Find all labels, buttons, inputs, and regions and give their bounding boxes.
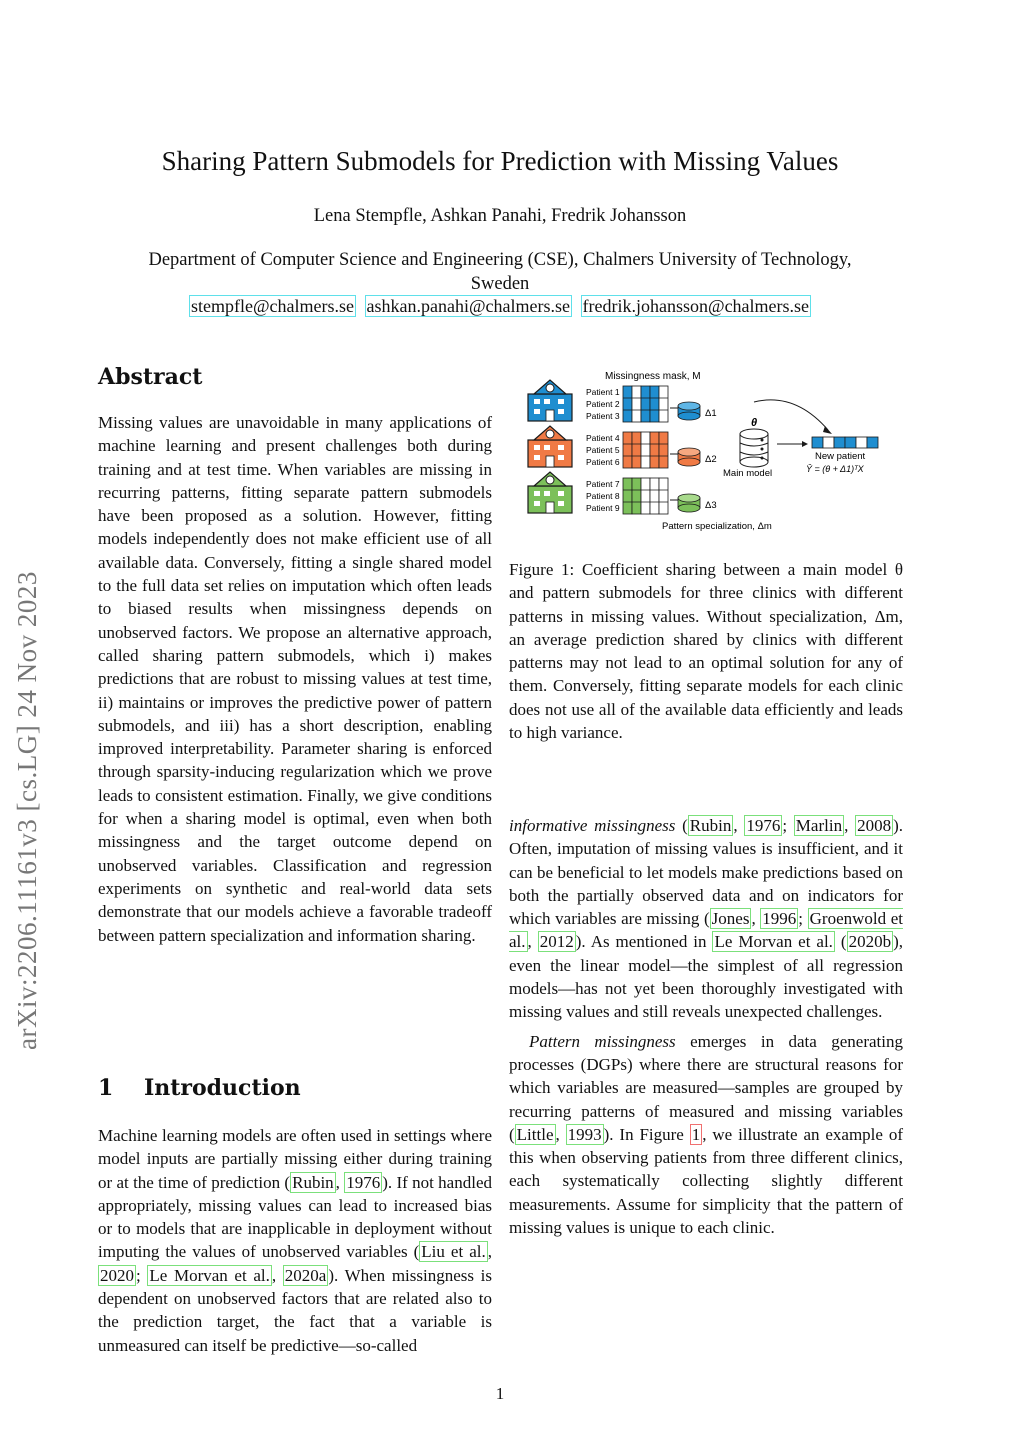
citation-link[interactable]: 2020b bbox=[848, 932, 892, 952]
patient-label: Patient 2 bbox=[586, 399, 620, 409]
text-run: ). Often, imputation of missing values is insufficient, and it can be beneficial to let models make predictions based on both the partially observed data and on indicators for which variables are missing ( bbox=[509, 816, 903, 929]
main-model-label: Main model bbox=[723, 468, 773, 479]
new-patient-row bbox=[812, 437, 878, 448]
patient-label: Patient 9 bbox=[586, 503, 620, 513]
specialization-label: Pattern specialization, Δm bbox=[662, 521, 772, 532]
mask-grid-green bbox=[623, 478, 668, 514]
citation-link[interactable]: Le Morvan et al. bbox=[714, 932, 833, 952]
delta-disk-orange bbox=[678, 448, 700, 466]
patient-label: Patient 4 bbox=[586, 433, 620, 443]
emphasis-term: informative missingness bbox=[509, 816, 676, 835]
patient-label: Patient 8 bbox=[586, 491, 620, 501]
citation-link[interactable]: 2012 bbox=[539, 932, 574, 952]
mask-label: Missingness mask, M bbox=[605, 371, 701, 382]
figure-caption: Figure 1: Coefficient sharing between a main model θ and pattern submodels for three clinics with different patterns in missing values. Without specialization, Δm, an average prediction shared by clinics with different patterns may not lead to an optimal solution for any of them. Conversely, fitting separate models for each clinic does not use all of the available data efficiently and leads to high variance. bbox=[509, 560, 903, 743]
patient-label: Patient 1 bbox=[586, 387, 620, 397]
citation-link[interactable]: Jones bbox=[711, 909, 750, 929]
author-list: Lena Stempfle, Ashkan Panahi, Fredrik Johansson bbox=[313, 206, 687, 226]
email-list bbox=[0, 296, 1000, 317]
citation-link[interactable]: Rubin bbox=[292, 1172, 334, 1192]
abstract-heading: Abstract bbox=[98, 364, 203, 390]
citation-link[interactable]: 1996 bbox=[762, 909, 797, 929]
citation-link[interactable]: Le Morvan et al. bbox=[149, 1265, 270, 1285]
paper-title: Sharing Pattern Submodels for Prediction with Missing Values bbox=[161, 146, 839, 176]
intro-paragraphs-continued bbox=[509, 814, 903, 1239]
intro-paragraph-1-start: Machine learning models are often used in settings where model inputs are partially missing either during training or at the time of prediction ( Rubin , 1976 ). If not handled appropriately, missing values can lead to increased bias or to models that are inapplicable in deployment without imputing the values of unobserved variables ( Liu et al. , 2020 ; Le Morvan et al. , 2020a ). When missingness is dependent on unobserved factors that are related also to the prediction target, the fact that a variable is unmeasured can itself be predictive—so-called bbox=[98, 1126, 492, 1355]
intro-paragraph-1-end: informative missingness ( Rubin , 1976 ; Marlin , 2008 ). Often, imputation of missing values is insufficient, and it can be beneficial to let models make predictions based on both the partially observed data and on indicators for which variables are missing ( Jones , 1996 ; Groenwold et al. , 2012 ). As mentioned in Le Morvan et al. ( 2020b ), even the linear model—the simplest of all regression models—has not yet been thoroughly investigated with missing values and still reveals unexpected challenges. bbox=[509, 816, 903, 1022]
hospital-icon-blue bbox=[528, 380, 572, 421]
hospital-icon-orange bbox=[528, 426, 572, 467]
new-patient-label: New patient bbox=[815, 451, 866, 462]
delta-disk-blue bbox=[678, 402, 700, 420]
patient-label: Patient 6 bbox=[586, 457, 620, 467]
text-run: Machine learning models are often used in settings where model inputs are partially missing either during training or at the time of prediction ( bbox=[98, 1126, 492, 1192]
mask-grid-blue bbox=[623, 386, 668, 422]
citation-link[interactable]: 2008 bbox=[857, 816, 892, 835]
text-run: , we illustrate an example of this when observing patients from three different clinics, each systematically collecting slightly different measurements. Assume for simplicity that the pattern of missing values is unique to each clinic. bbox=[509, 1124, 903, 1238]
citation-link[interactable]: Little bbox=[516, 1124, 554, 1144]
database-icon bbox=[740, 429, 768, 467]
intro-paragraph-2: Pattern missingness emerges in data generating processes (DGPs) where there are structural reasons for which variables are measured—samples are grouped by recurring patterns of measured and missing variables ( Little , 1993 ). In Figure 1 , we illustrate an example of this when observing patients from three different clinics, each systematically collecting slightly different measurements. Assume for simplicity that the pattern of missing values is unique to each clinic. bbox=[509, 1031, 903, 1238]
email-link[interactable]: stempfle@chalmers.se bbox=[190, 296, 354, 316]
citation-link[interactable]: Rubin bbox=[689, 816, 732, 835]
section-number: 1 bbox=[98, 1075, 114, 1101]
abstract-text: Missing values are unavoidable in many applications of machine learning and present challenges both during training and at test time. When variables are missing in recurring patterns, fitting separate pattern submodels have been proposed as a solution. However, fitting models independently does not make efficient use of all available data. Conversely, fitting a single shared model to the full data set relies on imputation which often leads to biased results when missingness depends on unobserved factors. We propose an alternative approach, called sharing pattern submodels, which i) makes predictions that are robust to missing values at test time, ii) maintains or improves the predictive power of pattern submodels, and iii) has a short description, enabling improved interpretability. Parameter sharing is enforced through sparsity-inducing regularization which we prove leads to consistent estimation. Finally, we give conditions for when a sharing model is optimal, even when both missingness and the target outcome depend on unobserved variables. Classification and regression experiments on synthetic and real-world data sets demonstrate that our models achieve a favorable tradeoff between pattern specialization and information sharing. bbox=[98, 413, 492, 945]
patient-label: Patient 3 bbox=[586, 411, 620, 421]
citation-link[interactable]: Groenwold et al. bbox=[509, 909, 903, 952]
delta-disk-green bbox=[678, 494, 700, 512]
text-run: emerges in data generating processes (DGPs) where there are structural reasons for which variables are measured—samples are grouped by recurring patterns of measured and missing variables ( bbox=[509, 1031, 903, 1144]
patient-label: Patient 7 bbox=[586, 479, 620, 489]
citation-link[interactable]: 1976 bbox=[346, 1172, 381, 1192]
delta-label: Δ1 bbox=[705, 408, 717, 419]
email-link[interactable]: fredrik.johansson@chalmers.se bbox=[582, 296, 810, 316]
emphasis-term: Pattern missingness bbox=[529, 1031, 676, 1051]
citation-link[interactable]: 1976 bbox=[746, 816, 781, 835]
text-run: ( bbox=[675, 816, 688, 835]
affiliation: Department of Computer Science and Engineering (CSE), Chalmers University of Technology, Sweden bbox=[148, 250, 852, 294]
text-run: ). When missingness is dependent on unobserved factors that are related also to the prediction target, the fact that a variable is unmeasured can itself be predictive—so-called bbox=[98, 1265, 492, 1355]
citation-link[interactable]: Marlin bbox=[795, 816, 843, 835]
text-run: ). In Figure bbox=[603, 1124, 690, 1144]
arxiv-identifier: arXiv:2206.11161v3 [cs.LG] 24 Nov 2023 bbox=[12, 571, 42, 1050]
figure-1-diagram bbox=[520, 366, 898, 536]
mask-grid-orange bbox=[623, 432, 668, 468]
patient-label: Patient 5 bbox=[586, 445, 620, 455]
citation-link[interactable]: 2020a bbox=[284, 1265, 327, 1285]
prediction-formula: Ŷ = (θ + Δ1)ᵀX bbox=[806, 464, 864, 474]
figure-reference-link[interactable]: 1 bbox=[691, 1124, 701, 1144]
citation-link[interactable]: 1993 bbox=[567, 1124, 602, 1144]
text-run: ). As mentioned in bbox=[575, 932, 713, 952]
hospital-icon-green bbox=[528, 472, 572, 513]
section-heading-introduction bbox=[98, 1075, 492, 1101]
theta-label: θ bbox=[751, 417, 758, 429]
email-link[interactable]: ashkan.panahi@chalmers.se bbox=[366, 296, 571, 316]
text-run: ). If not handled appropriately, missing values can lead to increased bias or to models that are inapplicable in deployment without imputing the values of unobserved variables ( bbox=[98, 1172, 492, 1262]
citation-link[interactable]: Liu et al. bbox=[421, 1242, 486, 1262]
delta-label: Δ2 bbox=[705, 454, 717, 465]
citation-link[interactable]: 2020 bbox=[100, 1265, 134, 1285]
page-number: 1 bbox=[495, 1384, 505, 1403]
section-title: Introduction bbox=[143, 1075, 301, 1101]
text-run: , even the linear model—the simplest of all regression models—has not yet been thoroughly investigated with missing values and still reveals unexpected challenges. bbox=[509, 932, 903, 1022]
delta-label: Δ3 bbox=[705, 500, 717, 511]
